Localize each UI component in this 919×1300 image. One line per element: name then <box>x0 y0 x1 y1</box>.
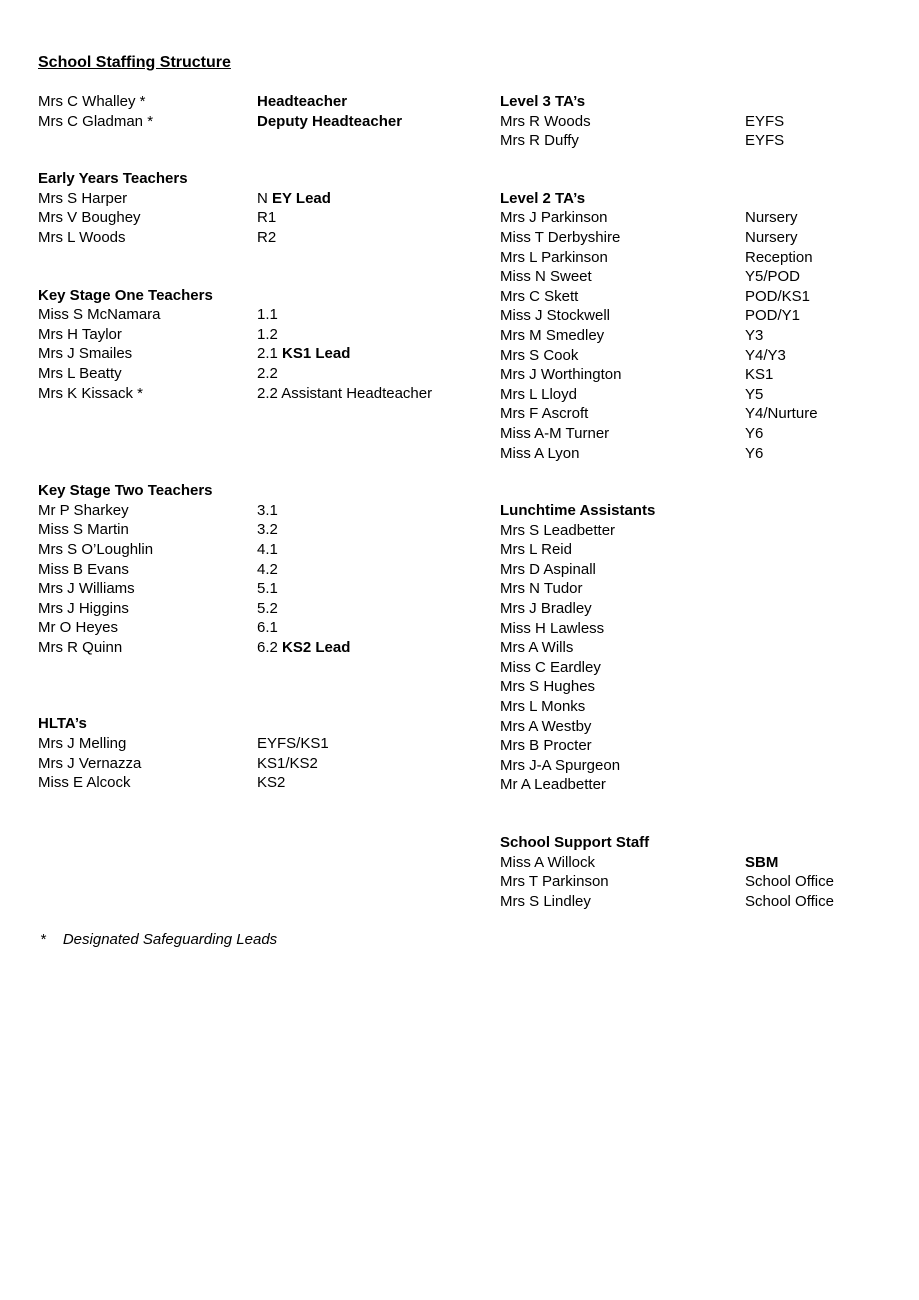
staff-row <box>500 365 912 385</box>
staff-role <box>257 112 493 132</box>
staff-role <box>745 521 912 541</box>
staff-row <box>38 579 493 599</box>
staff-role-text: 3.1 <box>257 501 278 519</box>
level-2-tas-rows <box>500 208 912 463</box>
staff-role <box>257 501 493 521</box>
staff-name: Mrs V Boughey <box>38 209 141 227</box>
staff-name: Miss N Sweet <box>500 268 592 286</box>
staff-role <box>257 734 493 754</box>
staff-name: Mr O Heyes <box>38 619 119 637</box>
staff-row <box>500 326 912 346</box>
staff-name: Mrs L Woods <box>38 228 126 246</box>
staff-role <box>745 424 912 444</box>
staff-role <box>745 306 912 326</box>
staff-role <box>257 325 493 345</box>
staff-row <box>38 520 493 540</box>
staff-role-text: 2.2 Assistant Headteacher <box>257 384 433 402</box>
staff-role-bold-text: KS1 Lead <box>282 345 351 363</box>
staff-row <box>38 189 493 209</box>
safeguarding-footnote <box>40 930 277 950</box>
staff-row <box>500 208 912 228</box>
staff-name: Mrs S Lindley <box>500 892 591 910</box>
staff-row <box>38 599 493 619</box>
leadership-rows <box>38 92 493 131</box>
staff-name: Mrs L Lloyd <box>500 385 577 403</box>
staff-row <box>500 112 912 132</box>
staff-name: Mrs M Smedley <box>500 326 605 344</box>
staff-row <box>500 248 912 268</box>
staff-role <box>745 228 912 248</box>
staff-role <box>745 346 912 366</box>
staff-role-bold-text: KS2 Lead <box>282 638 351 656</box>
staff-role-bold-text: Deputy Headteacher <box>257 112 403 130</box>
staff-name: Miss A Lyon <box>500 444 580 462</box>
staff-role <box>745 404 912 424</box>
staff-role <box>745 658 912 678</box>
staff-row <box>38 364 493 384</box>
staff-role-text: 6.2 <box>257 638 283 656</box>
section-lunchtime-assistants <box>500 501 912 795</box>
staff-role <box>257 208 493 228</box>
staff-role <box>257 520 493 540</box>
staff-name: Mrs H Taylor <box>38 325 122 343</box>
staff-row <box>500 638 912 658</box>
staff-role <box>257 618 493 638</box>
section-early-years-teachers <box>38 169 493 247</box>
staff-role <box>745 287 912 307</box>
staff-role <box>257 384 493 404</box>
staff-role <box>745 697 912 717</box>
staff-role-text: Y6 <box>745 444 764 462</box>
staff-row <box>500 853 912 873</box>
staff-name: Mrs J-A Spurgeon <box>500 756 621 774</box>
staff-row <box>500 872 912 892</box>
section-school-support-staff <box>500 833 912 911</box>
staff-role-text: Y4/Y3 <box>745 346 786 364</box>
early-years-rows <box>38 189 493 248</box>
staff-row <box>500 444 912 464</box>
staff-role <box>257 579 493 599</box>
staff-role-text: Y5/POD <box>745 268 801 286</box>
hlta-rows <box>38 734 493 793</box>
staff-row <box>38 638 493 658</box>
section-level-2-tas <box>500 189 912 463</box>
staff-name: Mrs R Duffy <box>500 132 579 150</box>
staff-role-text: Reception <box>745 248 813 266</box>
staff-role-text: KS2 <box>257 774 286 792</box>
staff-name: Mrs A Wills <box>500 639 574 657</box>
staff-name: Mrs L Beatty <box>38 364 122 382</box>
staff-role <box>745 326 912 346</box>
staff-role <box>745 365 912 385</box>
section-header: Level 2 TA’s <box>500 189 586 207</box>
staff-row <box>500 131 912 151</box>
staff-name: Mrs N Tudor <box>500 580 583 598</box>
staff-role-text: Y4/Nurture <box>745 405 818 423</box>
staff-name: Mrs J Parkinson <box>500 209 608 227</box>
staff-role-text: Nursery <box>745 228 798 246</box>
staff-role-text: 4.2 <box>257 560 278 578</box>
footnote-asterisk: * <box>40 931 46 948</box>
staff-row <box>38 325 493 345</box>
staff-role-text: 1.1 <box>257 306 278 324</box>
level-3-tas-rows <box>500 112 912 151</box>
staff-name: Miss S Martin <box>38 521 129 539</box>
staff-name: Mrs C Whalley * <box>38 93 146 110</box>
staff-role <box>745 248 912 268</box>
staff-role-bold-text: EY Lead <box>272 189 331 207</box>
staff-role <box>745 638 912 658</box>
staff-role-bold-text: Headteacher <box>257 93 348 110</box>
staff-name: Mrs J Smailes <box>38 345 133 363</box>
staff-name: Mr A Leadbetter <box>500 776 606 794</box>
staff-role <box>257 344 493 364</box>
staff-role-text: 2.2 <box>257 364 278 382</box>
staff-name: Miss C Eardley <box>500 658 601 676</box>
staff-role <box>745 872 912 892</box>
staff-role <box>745 385 912 405</box>
section-header: Lunchtime Assistants <box>500 502 656 520</box>
staff-role <box>745 892 912 912</box>
section-header: School Support Staff <box>500 834 650 851</box>
staff-role <box>745 208 912 228</box>
staff-role <box>745 560 912 580</box>
school-support-rows <box>500 853 912 912</box>
staff-name: Mrs L Monks <box>500 698 586 716</box>
section-key-stage-two-teachers <box>38 481 493 657</box>
staff-name: Mrs L Parkinson <box>500 248 608 266</box>
staff-row <box>500 521 912 541</box>
section-key-stage-one-teachers <box>38 286 493 404</box>
staff-role <box>745 756 912 776</box>
staff-role <box>257 189 493 209</box>
staff-name: Mr P Sharkey <box>38 501 129 519</box>
staff-role-text: 5.1 <box>257 580 278 598</box>
staff-row <box>38 618 493 638</box>
staff-name: Mrs S O’Loughlin <box>38 540 154 558</box>
section-level-3-tas <box>500 92 912 151</box>
staff-name: Miss E Alcock <box>38 774 131 792</box>
staff-name: Mrs J Higgins <box>38 599 129 617</box>
staff-name: Mrs J Worthington <box>500 366 622 384</box>
staff-role <box>257 92 493 112</box>
staff-name: Mrs S Cook <box>500 346 579 364</box>
staff-row <box>500 677 912 697</box>
staff-role <box>745 131 912 151</box>
staff-role <box>257 773 493 793</box>
staff-role <box>745 112 912 132</box>
staff-name: Miss T Derbyshire <box>500 228 621 246</box>
staff-name: Mrs J Bradley <box>500 600 592 618</box>
staff-role <box>745 267 912 287</box>
staff-role-text: N <box>257 189 272 207</box>
staff-role <box>745 853 912 873</box>
staff-row <box>500 404 912 424</box>
staff-row <box>500 892 912 912</box>
staff-name: Mrs R Woods <box>500 112 591 130</box>
staff-role <box>257 228 493 248</box>
staff-role-text: Y3 <box>745 326 764 344</box>
staff-role-text: 4.1 <box>257 540 278 558</box>
staff-role <box>745 717 912 737</box>
staff-row <box>500 775 912 795</box>
section-header: Early Years Teachers <box>38 170 188 188</box>
staff-row <box>500 599 912 619</box>
staff-row <box>500 736 912 756</box>
staff-role-text: School Office <box>745 892 834 910</box>
key-stage-one-rows <box>38 305 493 403</box>
staff-name: Miss H Lawless <box>500 619 605 637</box>
staff-name: Mrs J Vernazza <box>38 754 142 772</box>
staff-role-text: KS1 <box>745 366 774 384</box>
staff-name: Mrs F Ascroft <box>500 405 589 423</box>
staff-row <box>500 658 912 678</box>
staff-role-text: Y6 <box>745 424 764 442</box>
staff-name: Miss S McNamara <box>38 306 161 324</box>
staff-name: Miss A Willock <box>500 853 596 871</box>
staff-row <box>38 734 493 754</box>
key-stage-two-rows <box>38 501 493 658</box>
staff-name: Mrs C Gladman * <box>38 112 154 130</box>
staff-row <box>500 228 912 248</box>
staff-name: Mrs S Harper <box>38 189 128 207</box>
staff-row <box>500 540 912 560</box>
staff-role-text: EYFS <box>745 112 785 130</box>
staff-role <box>745 579 912 599</box>
staff-role-text: 2.1 <box>257 345 283 363</box>
staff-name: Miss A-M Turner <box>500 424 610 442</box>
staff-role-text: R2 <box>257 228 277 246</box>
staff-row <box>500 346 912 366</box>
staff-row <box>500 697 912 717</box>
staff-row <box>500 560 912 580</box>
staff-row <box>38 208 493 228</box>
staff-role-text: School Office <box>745 873 834 891</box>
section-header: HLTA’s <box>38 715 87 733</box>
staff-name: Mrs R Quinn <box>38 638 123 656</box>
staff-role-text: EYFS/KS1 <box>257 735 329 753</box>
staff-name: Mrs J Melling <box>38 735 127 753</box>
staff-row <box>38 344 493 364</box>
staff-role <box>745 677 912 697</box>
section-leadership <box>38 92 493 131</box>
staff-role-text: Y5 <box>745 385 764 403</box>
staff-row <box>38 501 493 521</box>
staff-role <box>257 305 493 325</box>
staff-name: Mrs K Kissack * <box>38 384 144 402</box>
staff-name: Mrs B Procter <box>500 737 592 755</box>
left-column <box>38 92 493 793</box>
staff-row <box>38 92 493 112</box>
footnote-text: Designated Safeguarding Leads <box>62 931 278 948</box>
staff-name: Miss J Stockwell <box>500 307 611 325</box>
staff-role-text: KS1/KS2 <box>257 754 318 772</box>
staff-row <box>500 267 912 287</box>
staff-role <box>257 599 493 619</box>
staff-role-text: 6.1 <box>257 619 278 637</box>
staff-row <box>38 560 493 580</box>
staff-row <box>38 540 493 560</box>
staff-row <box>38 773 493 793</box>
staff-row <box>500 717 912 737</box>
staff-role-text: R1 <box>257 209 277 227</box>
staff-name: Mrs T Parkinson <box>500 873 609 891</box>
staff-row <box>500 287 912 307</box>
section-header: Key Stage One Teachers <box>38 286 213 304</box>
staff-role <box>745 540 912 560</box>
staff-row <box>500 619 912 639</box>
staff-role-text: 1.2 <box>257 325 278 343</box>
staff-role-text: 3.2 <box>257 521 278 539</box>
staff-role <box>257 364 493 384</box>
staff-row <box>500 579 912 599</box>
staff-row <box>500 424 912 444</box>
section-header: Level 3 TA’s <box>500 93 586 110</box>
staff-role-text: EYFS <box>745 132 785 150</box>
staff-row <box>38 228 493 248</box>
staff-role <box>745 775 912 795</box>
staff-row <box>38 754 493 774</box>
staff-role <box>745 599 912 619</box>
staff-role <box>745 444 912 464</box>
staff-name: Mrs C Skett <box>500 287 579 305</box>
lunchtime-assistants-rows <box>500 521 912 795</box>
section-header: Key Stage Two Teachers <box>38 482 213 500</box>
staff-role <box>745 736 912 756</box>
staff-role <box>257 560 493 580</box>
staff-name: Mrs J Williams <box>38 580 135 598</box>
staff-role-text: POD/Y1 <box>745 307 801 325</box>
staff-row <box>38 112 493 132</box>
staff-row <box>38 305 493 325</box>
staff-name: Mrs S Leadbetter <box>500 521 616 539</box>
staff-row <box>38 384 493 404</box>
staff-row <box>500 306 912 326</box>
staff-row <box>500 756 912 776</box>
staff-name: Mrs A Westby <box>500 717 592 735</box>
staff-name: Miss B Evans <box>38 560 129 578</box>
staff-role <box>257 638 493 658</box>
staff-role-bold-text: SBM <box>745 853 779 871</box>
staff-role-text: 5.2 <box>257 599 278 617</box>
staff-role-text: POD/KS1 <box>745 287 811 305</box>
staff-row <box>500 385 912 405</box>
staff-role <box>257 540 493 560</box>
staff-role <box>257 754 493 774</box>
staff-name: Mrs D Aspinall <box>500 560 596 578</box>
section-hlta <box>38 714 493 792</box>
staff-role <box>745 619 912 639</box>
page-title: School Staffing Structure <box>38 54 231 71</box>
right-column <box>500 92 912 911</box>
staff-name: Mrs S Hughes <box>500 678 596 696</box>
staff-name: Mrs L Reid <box>500 541 572 559</box>
staff-role-text: Nursery <box>745 209 798 227</box>
